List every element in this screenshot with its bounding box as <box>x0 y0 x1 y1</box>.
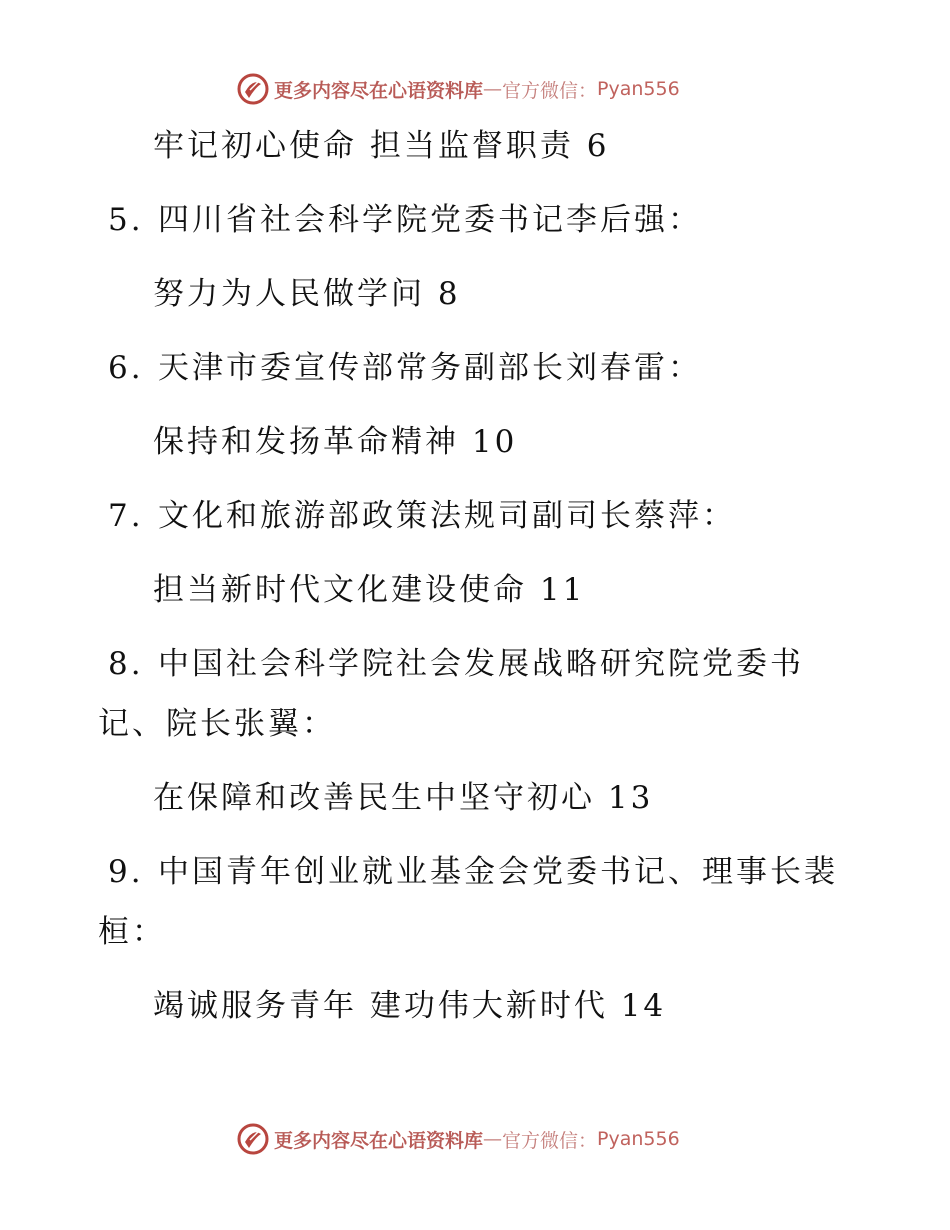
toc-entry-6-heading <box>108 348 702 388</box>
toc-entry-number: 5. <box>108 202 144 238</box>
toc-entry-7-heading <box>108 496 736 536</box>
watermark-official-text: 官方微信： <box>502 79 598 102</box>
header-watermark <box>236 72 680 106</box>
toc-entry-9-heading-cont: 桓： <box>98 914 166 950</box>
watermark-separator: — <box>483 78 503 100</box>
watermark-wechat-id: Pyan556 <box>597 78 680 100</box>
toc-entry-8-heading-cont: 记、院长张翼： <box>98 706 336 742</box>
watermark-main-text: 更多内容尽在心语资料库 <box>274 79 484 102</box>
toc-entry-number: 7. <box>108 498 144 534</box>
toc-entry-heading-text: 四川省社会科学院党委书记李后强： <box>158 202 702 238</box>
red-seal-logo-icon <box>236 1122 270 1156</box>
footer-watermark <box>236 1122 680 1156</box>
toc-entry-heading-text: 天津市委宣传部常务副部长刘春雷： <box>158 350 702 386</box>
toc-entry-9-heading <box>108 852 838 892</box>
toc-entry-heading-text: 中国社会科学院社会发展战略研究院党委书 <box>158 646 804 682</box>
toc-entry-number: 9. <box>108 854 144 890</box>
toc-entry-9-title: 竭诚服务青年 建功伟大新时代 14 <box>153 988 667 1024</box>
toc-entry-4-title: 牢记初心使命 担当监督职责 6 <box>153 128 610 164</box>
toc-entry-heading-text: 中国青年创业就业基金会党委书记、理事长裴 <box>158 854 838 890</box>
watermark-separator: — <box>483 1128 503 1150</box>
red-seal-logo-icon <box>236 72 270 106</box>
toc-entry-6-title: 保持和发扬革命精神 10 <box>153 424 518 460</box>
toc-entry-8-title: 在保障和改善民生中坚守初心 13 <box>153 780 654 816</box>
toc-entry-8-heading <box>108 644 804 684</box>
toc-entry-number: 6. <box>108 350 144 386</box>
watermark-wechat-id: Pyan556 <box>597 1128 680 1150</box>
toc-entry-number: 8. <box>108 646 144 682</box>
toc-entry-heading-text: 文化和旅游部政策法规司副司长蔡萍： <box>158 498 736 534</box>
toc-entry-7-title: 担当新时代文化建设使命 11 <box>153 572 586 608</box>
watermark-main-text: 更多内容尽在心语资料库 <box>274 1129 484 1152</box>
watermark-official-text: 官方微信： <box>502 1129 598 1152</box>
toc-entry-5-title: 努力为人民做学问 8 <box>153 276 461 312</box>
toc-entry-5-heading <box>108 200 702 240</box>
